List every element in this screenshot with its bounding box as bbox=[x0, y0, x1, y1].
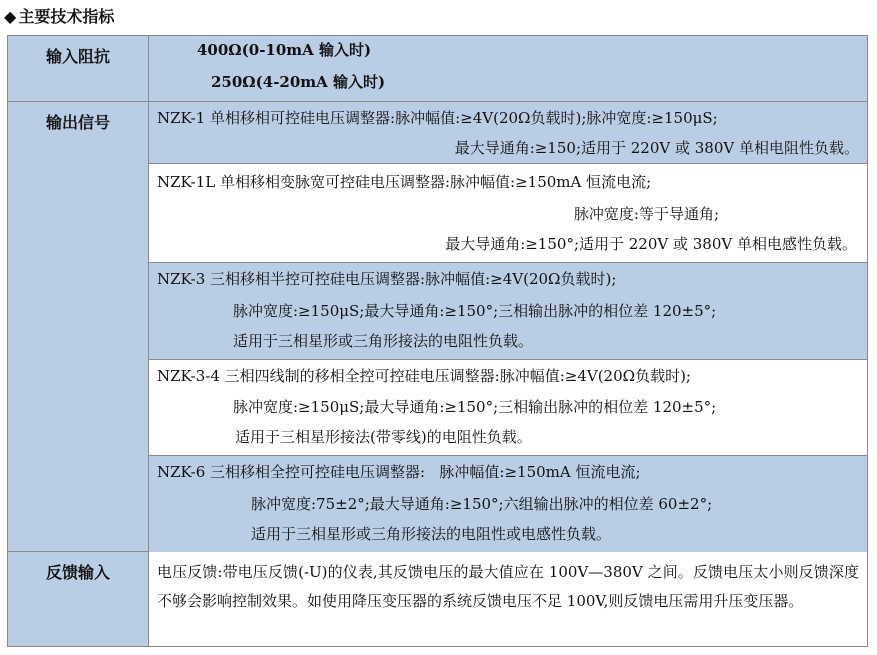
section-heading-text: 主要技术指标 bbox=[18, 7, 115, 26]
output-item-nzk-1l bbox=[149, 164, 867, 263]
input-impedance-line-2: 250Ω(4-20mA 输入时) bbox=[211, 73, 386, 91]
section-heading bbox=[4, 6, 114, 28]
input-impedance-row bbox=[8, 36, 867, 102]
feedback-input-text: 电压反馈:带电压反馈(-U)的仪表,其反馈电压的最大值应在 100V—380V 之间。反馈电压太小则反馈深度不够会影响控制效果。如使用降压变压器的系统反馈电压不足 100V,则反馈电压需用升压变压器。 bbox=[157, 563, 859, 610]
output-item-nzk-6 bbox=[149, 456, 867, 552]
output-item-line: NZK-3 三相移相半控可控硅电压调整器:脉冲幅值:≥4V(20Ω负载时); bbox=[157, 270, 617, 288]
input-impedance-label: 输入阻抗 bbox=[8, 36, 149, 101]
feedback-input-value bbox=[149, 552, 867, 646]
feedback-input-row bbox=[8, 552, 867, 646]
output-item-line: 适用于三相星形或三角形接法的电阻性或电感性负载。 bbox=[251, 525, 612, 543]
output-item-line: 最大导通角:≥150;适用于 220V 或 380V 单相电阻性负载。 bbox=[454, 139, 859, 157]
input-impedance-value bbox=[149, 36, 867, 101]
output-item-line: NZK-1L 单相移相变脉宽可控硅电压调整器:脉冲幅值:≥150mA 恒流电流; bbox=[157, 173, 652, 191]
output-signal-label: 输出信号 bbox=[8, 102, 149, 551]
output-item-line: NZK-6 三相移相全控可控硅电压调整器: 脉冲幅值:≥150mA 恒流电流; bbox=[157, 463, 641, 481]
output-item-nzk-1 bbox=[149, 102, 867, 164]
spec-table bbox=[7, 35, 868, 647]
output-item-line: 适用于三相星形或三角形接法的电阻性负载。 bbox=[233, 332, 534, 350]
output-item-line: 脉冲宽度:≥150μS;最大导通角:≥150°;三相输出脉冲的相位差 120±5°; bbox=[233, 302, 717, 320]
output-item-line: NZK-3-4 三相四线制的移相全控可控硅电压调整器:脉冲幅值:≥4V(20Ω负载时); bbox=[157, 367, 691, 385]
output-item-nzk-3-4 bbox=[149, 360, 867, 456]
output-item-line: NZK-1 单相移相可控硅电压调整器:脉冲幅值:≥4V(20Ω负载时);脉冲宽度:≥150μS; bbox=[157, 109, 718, 127]
output-item-line: 脉冲宽度:≥150μS;最大导通角:≥150°;三相输出脉冲的相位差 120±5°; bbox=[233, 398, 717, 416]
output-signal-row bbox=[8, 102, 867, 552]
output-signal-list bbox=[149, 102, 867, 551]
input-impedance-line-1: 400Ω(0-10mA 输入时) bbox=[197, 41, 372, 59]
output-item-line: 最大导通角:≥150°;适用于 220V 或 380V 单相电感性负载。 bbox=[445, 235, 857, 253]
feedback-input-label: 反馈输入 bbox=[8, 552, 149, 646]
output-item-line: 脉冲宽度:等于导通角; bbox=[573, 205, 719, 223]
output-item-line: 适用于三相星形接法(带零线)的电阻性负载。 bbox=[235, 428, 532, 446]
diamond-bullet-icon: ◆ bbox=[4, 7, 17, 26]
output-item-line: 脉冲宽度:75±2°;最大导通角:≥150°;六组输出脉冲的相位差 60±2°; bbox=[251, 495, 713, 513]
output-item-nzk-3 bbox=[149, 263, 867, 360]
